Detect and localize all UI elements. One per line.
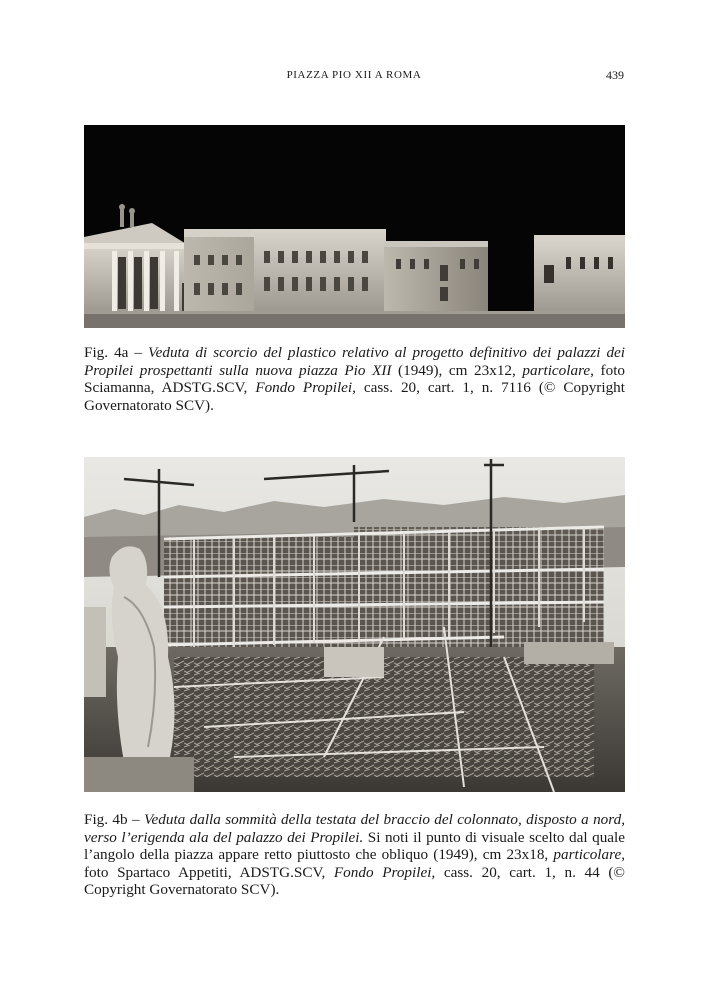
- fig4b-title: Veduta dalla sommità della testata del braccio del colonnato, disposto a nord, verso l’erigenda ala del palazzo dei Propilei.: [84, 811, 626, 846]
- fig4a-caption: [84, 344, 625, 414]
- fig4b-label: Fig. 4b –: [84, 811, 144, 828]
- fig4a-title: Veduta di scorcio del plastico relativo al progetto definitivo dei palazzi dei Propilei prospettanti sulla nuova piazza Pio XII: [84, 344, 625, 379]
- fig4a-details-1: (1949), cm 23x12,: [391, 361, 523, 379]
- fig4b-fondo: Fondo Propilei,: [333, 863, 436, 881]
- fig4a-details-3: cass. 20, cart. 1, n. 7116 (© Copyright Governatorato SCV).: [84, 379, 625, 414]
- running-head: [84, 66, 624, 84]
- fig4a-particolare: particolare: [522, 361, 591, 379]
- fig4a-model-photo: [84, 125, 625, 328]
- fig4b-details-1: Si noti il punto di visuale scelto dal quale l’angolo della piazza appare retto piuttosto che obliquo (1949), cm 23x18,: [84, 828, 625, 864]
- fig4a-details-2: , foto Sciamanna, ADSTG.SCV,: [84, 361, 626, 397]
- fig4b-details-2: , foto Spartaco Appetiti, ADSTG.SCV,: [84, 846, 625, 881]
- fig4a-label: Fig. 4a –: [84, 344, 149, 361]
- fig4b-details-3: cass. 20, cart. 1, n. 44 (© Copyright Governatorato SCV).: [84, 863, 625, 899]
- running-title: PIAZZA PIO XII A ROMA: [286, 69, 422, 81]
- fig4b-caption: [84, 811, 625, 899]
- fig4b-construction-photo: [84, 457, 625, 792]
- page-number: 439: [606, 68, 624, 82]
- fig4a-fondo: Fondo Propilei,: [255, 379, 356, 397]
- fig4b-photo: [84, 457, 625, 792]
- fig4b-particolare: particolare: [553, 846, 622, 864]
- fig4a-photo: [84, 125, 625, 328]
